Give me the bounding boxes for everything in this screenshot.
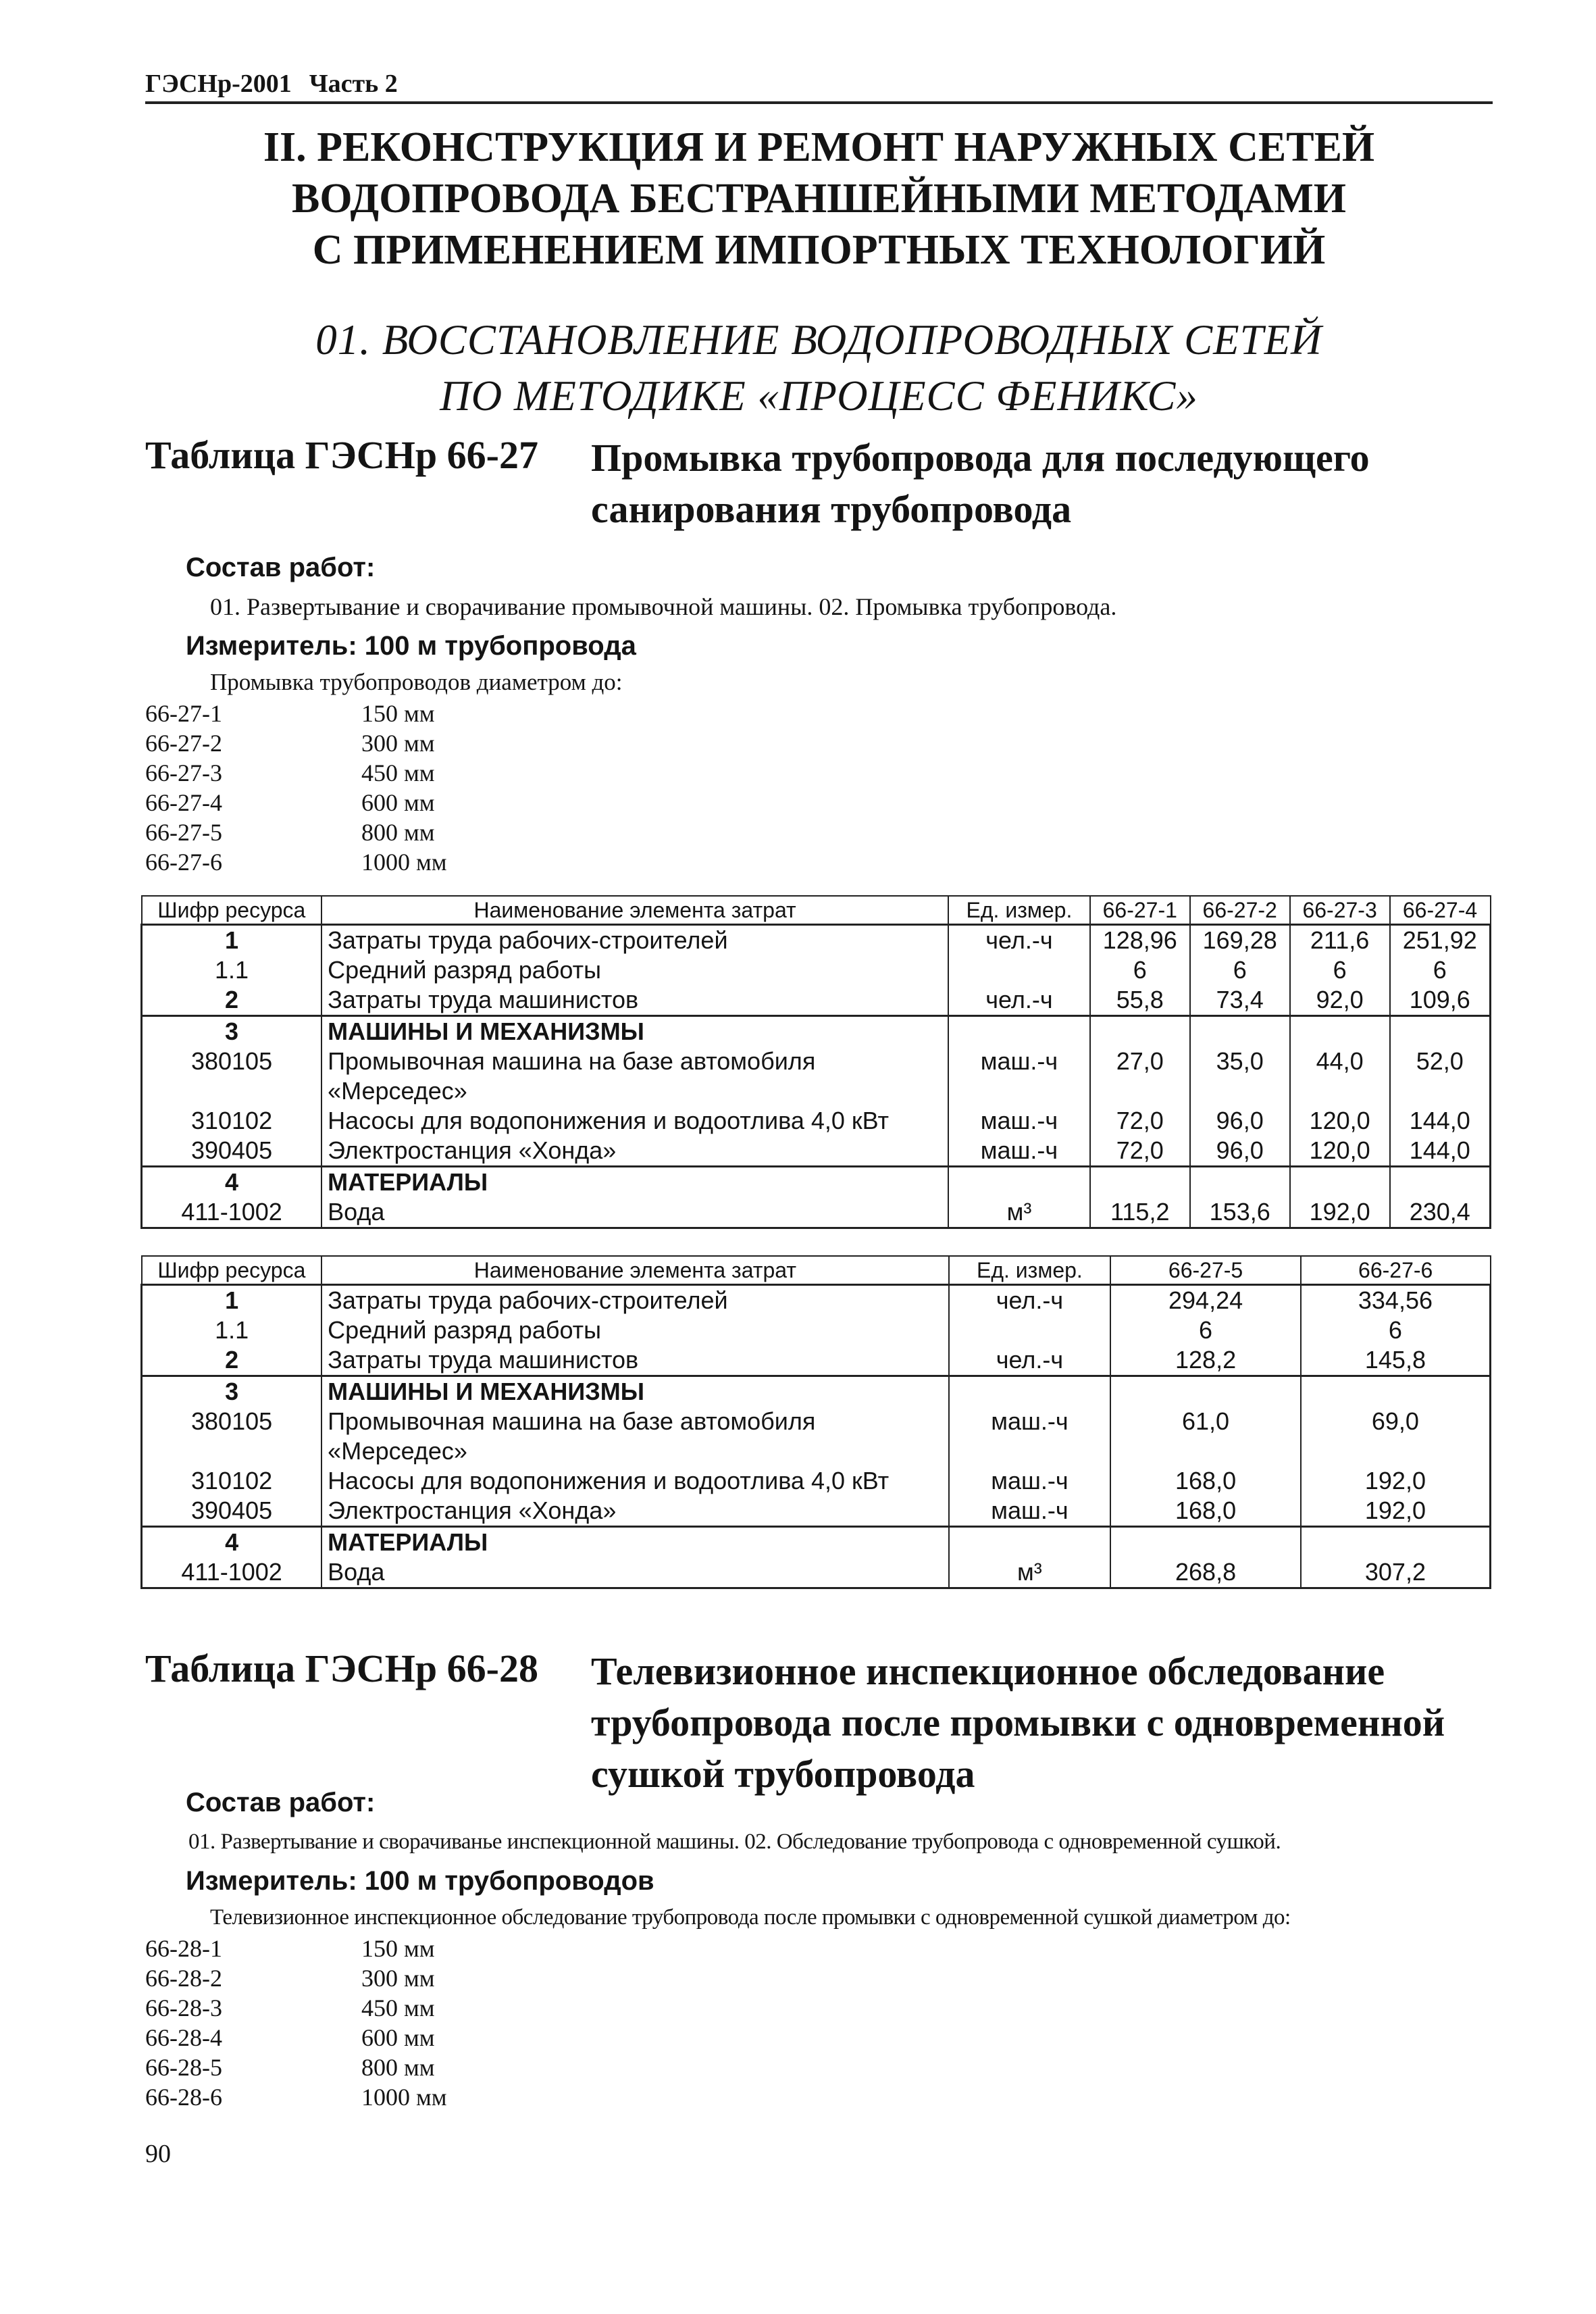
resource-name: «Мерседес»: [321, 1436, 948, 1466]
resource-unit: чел.-ч: [948, 985, 1090, 1016]
resource-unit: маш.-ч: [948, 1136, 1090, 1167]
column-header-code: 66-27-1: [1090, 896, 1190, 925]
resource-name: МАТЕРИАЛЫ: [321, 1167, 948, 1198]
resource-unit: [948, 955, 1090, 985]
running-header: [145, 69, 1493, 104]
resource-unit: [949, 1315, 1111, 1345]
table-title: Телевизионное инспекционное обследование трубопровода после промывки с одновременной сушкой трубопровода: [591, 1649, 1445, 1796]
resource-table-66-27-5-6: [140, 1255, 1491, 1589]
diameter-item: [145, 2053, 1496, 2082]
item-size: 800 мм: [361, 819, 435, 846]
resource-name: Средний разряд работы: [321, 1315, 948, 1345]
resource-value: 144,0: [1390, 1106, 1491, 1136]
resource-unit: чел.-ч: [948, 925, 1090, 956]
resource-value: [1390, 1076, 1491, 1106]
item-code: 66-28-1: [145, 1935, 222, 1962]
resource-name: Насосы для водопонижения и водоотлива 4,0 кВт: [321, 1466, 948, 1496]
column-header-code: Шифр ресурса: [142, 1256, 322, 1285]
doc-code: ГЭСНр-2001: [145, 70, 292, 98]
resource-value: [1301, 1527, 1491, 1558]
resource-value: 294,24: [1110, 1285, 1301, 1316]
resource-value: 192,0: [1301, 1496, 1491, 1527]
resource-unit: [949, 1436, 1111, 1466]
resource-value: 92,0: [1290, 985, 1390, 1016]
resource-unit: чел.-ч: [949, 1345, 1111, 1376]
resource-code: 411-1002: [142, 1197, 322, 1228]
resource-value: 168,0: [1110, 1496, 1301, 1527]
resource-name: Вода: [321, 1557, 948, 1588]
resource-value: 52,0: [1390, 1047, 1491, 1076]
resource-name: Промывочная машина на базе автомобиля: [321, 1047, 948, 1076]
resource-value: 109,6: [1390, 985, 1491, 1016]
item-code: 66-28-3: [145, 1994, 222, 2021]
resource-name: Электростанция «Хонда»: [321, 1136, 948, 1167]
resource-value: 153,6: [1190, 1197, 1290, 1228]
resource-code: [142, 1076, 322, 1106]
resource-value: 211,6: [1290, 925, 1390, 956]
resource-value: 6: [1301, 1315, 1491, 1345]
resource-code: 390405: [142, 1496, 322, 1527]
resource-unit: м³: [948, 1197, 1090, 1228]
table-row: [142, 1167, 1491, 1198]
column-header-code: 66-27-2: [1190, 896, 1290, 925]
column-header-code: 66-27-5: [1110, 1256, 1301, 1285]
resource-name: Средний разряд работы: [321, 955, 948, 985]
resource-value: [1090, 1167, 1190, 1198]
resource-value: [1290, 1076, 1390, 1106]
diameter-item: [145, 728, 1496, 758]
resource-value: 6: [1090, 955, 1190, 985]
resource-value: [1390, 1167, 1491, 1198]
resource-value: [1110, 1376, 1301, 1407]
resource-table-66-27-1-4: [140, 895, 1491, 1229]
table-row: [142, 955, 1491, 985]
resource-unit: м³: [949, 1557, 1111, 1588]
resource-value: 169,28: [1190, 925, 1290, 956]
item-size: 600 мм: [361, 2024, 435, 2051]
resource-code: 1: [142, 925, 322, 956]
table-row: [142, 1407, 1491, 1436]
item-code: 66-27-6: [145, 849, 222, 876]
item-code: 66-27-5: [145, 819, 222, 846]
resource-name: Насосы для водопонижения и водоотлива 4,0 кВт: [321, 1106, 948, 1136]
resource-name: МАШИНЫ И МЕХАНИЗМЫ: [321, 1016, 948, 1047]
measure-unit-label: Измеритель: 100 м трубопроводов: [186, 1866, 654, 1896]
table-row: [142, 1527, 1491, 1558]
resource-value: [1090, 1016, 1190, 1047]
item-size: 1000 мм: [361, 849, 447, 876]
item-size: 450 мм: [361, 1994, 435, 2021]
table-row: [142, 1136, 1491, 1167]
section-title-line: II. РЕКОНСТРУКЦИЯ И РЕМОНТ НАРУЖНЫХ СЕТЕЙ: [263, 124, 1375, 170]
table-row: [142, 925, 1491, 956]
resource-name: Промывочная машина на базе автомобиля: [321, 1407, 948, 1436]
resource-name: Электростанция «Хонда»: [321, 1496, 948, 1527]
resource-value: 6: [1110, 1315, 1301, 1345]
section-title: [145, 122, 1493, 276]
item-size: 150 мм: [361, 1935, 435, 1962]
resource-code: 1: [142, 1285, 322, 1316]
column-header-code: 66-27-3: [1290, 896, 1390, 925]
table-row: [142, 1345, 1491, 1376]
table-row: [142, 1076, 1491, 1106]
diameter-item: [145, 1993, 1496, 2023]
column-header-code: 66-27-6: [1301, 1256, 1491, 1285]
resource-unit: [949, 1376, 1111, 1407]
resource-value: [1190, 1076, 1290, 1106]
resource-value: 6: [1390, 955, 1491, 985]
resource-name: «Мерседес»: [321, 1076, 948, 1106]
resource-code: 390405: [142, 1136, 322, 1167]
diameter-item: [145, 1963, 1496, 1993]
table-66-27-details: [145, 547, 1496, 877]
resource-code: 310102: [142, 1466, 322, 1496]
resource-unit: [948, 1016, 1090, 1047]
resource-code: 1.1: [142, 1315, 322, 1345]
table-title: Промывка трубопровода для последующего санирования трубопровода: [591, 436, 1370, 531]
resource-name: Затраты труда машинистов: [321, 1345, 948, 1376]
resource-value: 61,0: [1110, 1407, 1301, 1436]
resource-value: 96,0: [1190, 1136, 1290, 1167]
table-row: [142, 1376, 1491, 1407]
diameter-item: [145, 788, 1496, 818]
work-composition-label: Состав работ:: [186, 553, 376, 582]
subsection-title-line: 01. ВОССТАНОВЛЕНИЕ ВОДОПРОВОДНЫХ СЕТЕЙ: [315, 316, 1322, 363]
resource-value: 72,0: [1090, 1106, 1190, 1136]
diameter-item: [145, 847, 1496, 877]
resource-value: 120,0: [1290, 1106, 1390, 1136]
resource-value: [1190, 1167, 1290, 1198]
diameter-list: [145, 1934, 1496, 2112]
resource-value: 251,92: [1390, 925, 1491, 956]
item-size: 600 мм: [361, 789, 435, 816]
diameter-item: [145, 818, 1496, 847]
resource-value: [1110, 1436, 1301, 1466]
resource-value: [1190, 1016, 1290, 1047]
table-row: [142, 1436, 1491, 1466]
table-row: [142, 1315, 1491, 1345]
resource-code: 310102: [142, 1106, 322, 1136]
resource-code: 380105: [142, 1407, 322, 1436]
resource-unit: маш.-ч: [948, 1106, 1090, 1136]
item-code: 66-28-5: [145, 2054, 222, 2081]
resource-value: 145,8: [1301, 1345, 1491, 1376]
resource-unit: чел.-ч: [949, 1285, 1111, 1316]
diameter-item: [145, 2023, 1496, 2053]
item-size: 300 мм: [361, 1965, 435, 1992]
resource-code: 3: [142, 1016, 322, 1047]
diameter-item: [145, 1934, 1496, 1963]
diameter-item: [145, 699, 1496, 728]
resource-unit: [948, 1076, 1090, 1106]
diameter-intro: Телевизионное инспекционное обследование трубопровода после промывки с одновременной сушкой диаметром до:: [210, 1905, 1291, 1930]
resource-name: Вода: [321, 1197, 948, 1228]
work-composition-label: Состав работ:: [186, 1788, 376, 1817]
resource-value: 72,0: [1090, 1136, 1190, 1167]
column-header-unit: Ед. измер.: [949, 1256, 1111, 1285]
resource-unit: маш.-ч: [949, 1466, 1111, 1496]
item-code: 66-27-1: [145, 700, 222, 727]
item-code: 66-28-6: [145, 2084, 222, 2111]
item-code: 66-27-4: [145, 789, 222, 816]
table-row: [142, 1285, 1491, 1316]
item-size: 150 мм: [361, 700, 435, 727]
resource-value: 120,0: [1290, 1136, 1390, 1167]
table-label: Таблица ГЭСНр 66-27: [145, 433, 538, 477]
resource-name: Затраты труда рабочих-строителей: [321, 1285, 948, 1316]
resource-value: 268,8: [1110, 1557, 1301, 1588]
item-code: 66-27-3: [145, 759, 222, 786]
subsection-title-line: ПО МЕТОДИКЕ «ПРОЦЕСС ФЕНИКС»: [440, 372, 1198, 420]
item-size: 1000 мм: [361, 2084, 447, 2111]
resource-value: 192,0: [1290, 1197, 1390, 1228]
resource-value: [1290, 1016, 1390, 1047]
measure-unit-label: Измеритель: 100 м трубопровода: [186, 631, 636, 661]
work-composition-text: 01. Развертывание и сворачивание промывочной машины. 02. Промывка трубопровода.: [210, 593, 1117, 620]
column-header-code: 66-27-4: [1390, 896, 1491, 925]
resource-value: 6: [1190, 955, 1290, 985]
item-code: 66-27-2: [145, 730, 222, 757]
resource-name: Затраты труда рабочих-строителей: [321, 925, 948, 956]
resource-value: [1090, 1076, 1190, 1106]
item-size: 450 мм: [361, 759, 435, 786]
table-row: [142, 1557, 1491, 1588]
table-row: [142, 985, 1491, 1016]
diameter-item: [145, 758, 1496, 788]
resource-value: 55,8: [1090, 985, 1190, 1016]
resource-value: [1301, 1436, 1491, 1466]
resource-value: 27,0: [1090, 1047, 1190, 1076]
work-composition-text: 01. Развертывание и сворачиванье инспекционной машины. 02. Обследование трубопровода с одновременной сушкой.: [188, 1830, 1281, 1854]
resource-code: 2: [142, 1345, 322, 1376]
resource-value: 6: [1290, 955, 1390, 985]
resource-unit: маш.-ч: [949, 1496, 1111, 1527]
resource-value: 69,0: [1301, 1407, 1491, 1436]
item-code: 66-28-2: [145, 1965, 222, 1992]
table-row: [142, 1106, 1491, 1136]
resource-value: 168,0: [1110, 1466, 1301, 1496]
resource-value: 230,4: [1390, 1197, 1491, 1228]
item-size: 800 мм: [361, 2054, 435, 2081]
resource-value: [1110, 1527, 1301, 1558]
resource-value: 73,4: [1190, 985, 1290, 1016]
page-number: 90: [145, 2140, 171, 2168]
table-row: [142, 1496, 1491, 1527]
resource-value: 44,0: [1290, 1047, 1390, 1076]
resource-code: 380105: [142, 1047, 322, 1076]
resource-code: [142, 1436, 322, 1466]
section-title-line: С ПРИМЕНЕНИЕМ ИМПОРТНЫХ ТЕХНОЛОГИЙ: [312, 227, 1326, 273]
table-row: [142, 1466, 1491, 1496]
table-row: [142, 1016, 1491, 1047]
column-header-unit: Ед. измер.: [948, 896, 1090, 925]
diameter-intro: Промывка трубопроводов диаметром до:: [210, 669, 623, 695]
resource-value: 334,56: [1301, 1285, 1491, 1316]
table-row: [142, 1197, 1491, 1228]
resource-value: 144,0: [1390, 1136, 1491, 1167]
diameter-item: [145, 2082, 1496, 2112]
column-header-code: Шифр ресурса: [142, 896, 322, 925]
resource-code: 2: [142, 985, 322, 1016]
item-size: 300 мм: [361, 730, 435, 757]
column-header-name: Наименование элемента затрат: [321, 896, 948, 925]
resource-value: 35,0: [1190, 1047, 1290, 1076]
diameter-list: [145, 699, 1496, 877]
item-code: 66-28-4: [145, 2024, 222, 2051]
resource-unit: [948, 1167, 1090, 1198]
resource-value: [1290, 1167, 1390, 1198]
resource-value: 192,0: [1301, 1466, 1491, 1496]
resource-name: МАШИНЫ И МЕХАНИЗМЫ: [321, 1376, 948, 1407]
resource-code: 411-1002: [142, 1557, 322, 1588]
resource-value: [1301, 1376, 1491, 1407]
resource-unit: маш.-ч: [948, 1047, 1090, 1076]
resource-name: Затраты труда машинистов: [321, 985, 948, 1016]
section-title-line: ВОДОПРОВОДА БЕСТРАНШЕЙНЫМИ МЕТОДАМИ: [292, 176, 1346, 222]
resource-value: [1390, 1016, 1491, 1047]
part-label: Часть 2: [309, 70, 398, 98]
resource-code: 3: [142, 1376, 322, 1407]
table-66-28-details: [145, 1782, 1496, 2112]
resource-code: 4: [142, 1527, 322, 1558]
resource-code: 1.1: [142, 955, 322, 985]
subsection-title: [145, 312, 1493, 424]
table-row: [142, 1047, 1491, 1076]
resource-value: 96,0: [1190, 1106, 1290, 1136]
resource-unit: [949, 1527, 1111, 1558]
column-header-name: Наименование элемента затрат: [321, 1256, 948, 1285]
resource-value: 128,96: [1090, 925, 1190, 956]
table-label: Таблица ГЭСНр 66-28: [145, 1646, 538, 1690]
resource-name: МАТЕРИАЛЫ: [321, 1527, 948, 1558]
resource-code: 4: [142, 1167, 322, 1198]
resource-value: 128,2: [1110, 1345, 1301, 1376]
resource-value: 307,2: [1301, 1557, 1491, 1588]
resource-value: 115,2: [1090, 1197, 1190, 1228]
resource-unit: маш.-ч: [949, 1407, 1111, 1436]
